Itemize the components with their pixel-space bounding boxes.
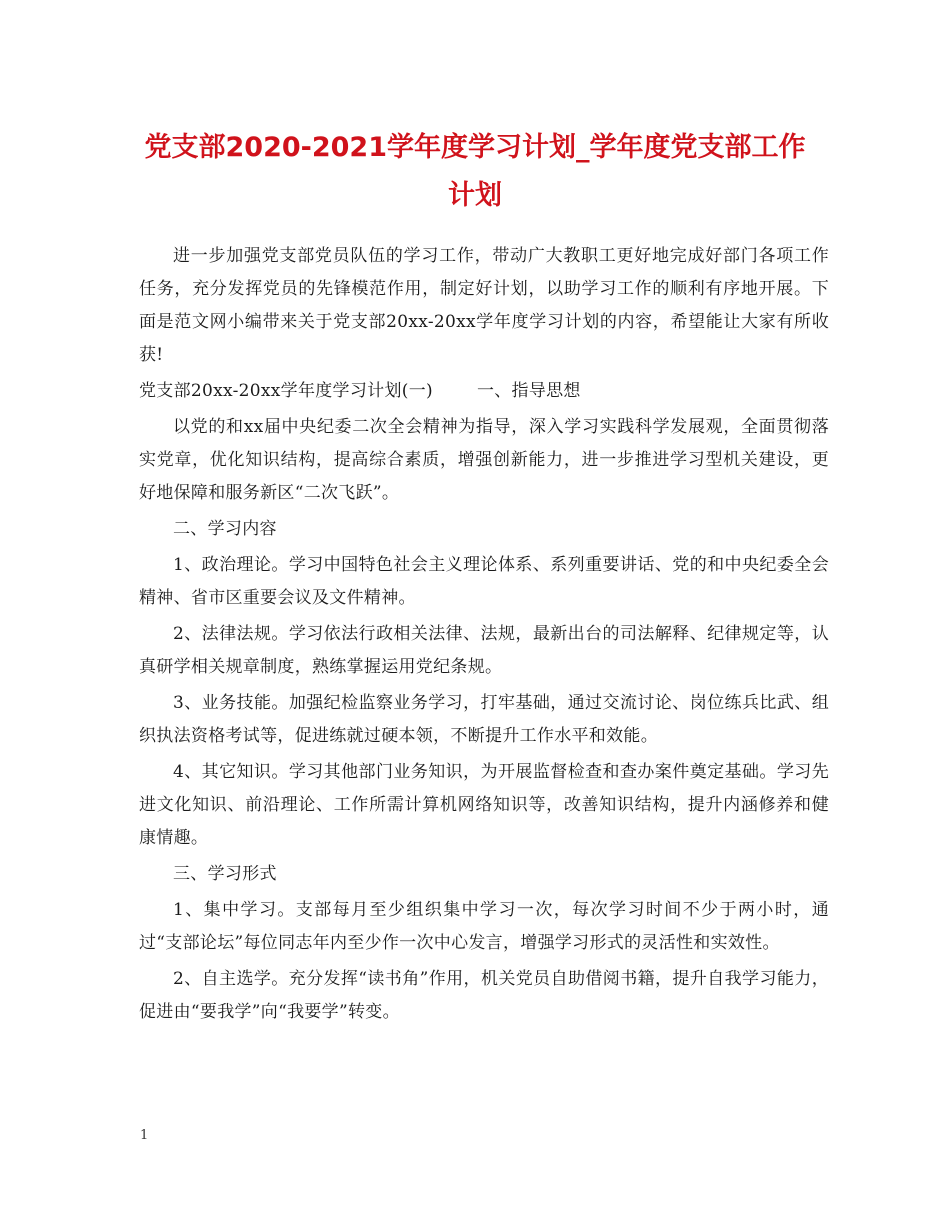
- page-number: 1: [140, 1128, 149, 1143]
- content-item-4: 4、其它知识。学习其他部门业务知识，为开展监督检查和查办案件奠定基础。学习先进文化知识、前沿理论、工作所需计算机网络知识等，改善知识结构，提升内涵修养和健康情趣。: [139, 762, 829, 848]
- form-item-1: 1、集中学习。支部每月至少组织集中学习一次，每次学习时间不少于两小时，通过“支部论坛”每位同志年内至少作一次中心发言，增强学习形式的灵活性和实效性。: [139, 900, 829, 953]
- content-item-2: 2、法律法规。学习依法行政相关法律、法规，最新出台的司法解释、纪律规定等，认真研学相关规章制度，熟练掌握运用党纪条规。: [139, 624, 829, 677]
- plan-subtitle: 党支部20xx-20xx学年度学习计划(一): [139, 381, 433, 401]
- content-item-1: 1、政治理论。学习中国特色社会主义理论体系、系列重要讲话、党的和中央纪委全会精神、省市区重要会议及文件精神。: [139, 555, 829, 608]
- document-body: [139, 240, 829, 1032]
- subtitle-line: [139, 375, 829, 408]
- title-line-2: 计划: [448, 180, 502, 211]
- form-item-2: 2、自主选学。充分发挥“读书角”作用，机关党员自助借阅书籍，提升自我学习能力，促进由“要我学”向“我要学”转变。: [139, 969, 829, 1022]
- section-heading-3: 三、学习形式: [173, 864, 277, 884]
- content-item-3: 3、业务技能。加强纪检监察业务学习，打牢基础，通过交流讨论、岗位练兵比武、组织执法资格考试等，促进练就过硬本领，不断提升工作水平和效能。: [139, 693, 829, 746]
- document-title: [120, 124, 830, 220]
- section-heading-1: 一、指导思想: [476, 381, 581, 401]
- intro-paragraph: 进一步加强党支部党员队伍的学习工作，带动广大教职工更好地完成好部门各项工作任务，充分发挥党员的先锋模范作用，制定好计划，以助学习工作的顺利有序地开展。下面是范文网小编带来关于党支部20xx-20xx学年度学习计划的内容，希望能让大家有所收获!: [139, 246, 829, 365]
- title-line-1: 党支部2020-2021学年度学习计划_学年度党支部工作: [144, 132, 806, 163]
- section-heading-2: 二、学习内容: [173, 519, 277, 539]
- guiding-ideology-paragraph: 以党的和xx届中央纪委二次全会精神为指导，深入学习实践科学发展观，全面贯彻落实党章，优化知识结构，提高综合素质，增强创新能力，进一步推进学习型机关建设，更好地保障和服务新区“二次飞跃”。: [139, 417, 829, 503]
